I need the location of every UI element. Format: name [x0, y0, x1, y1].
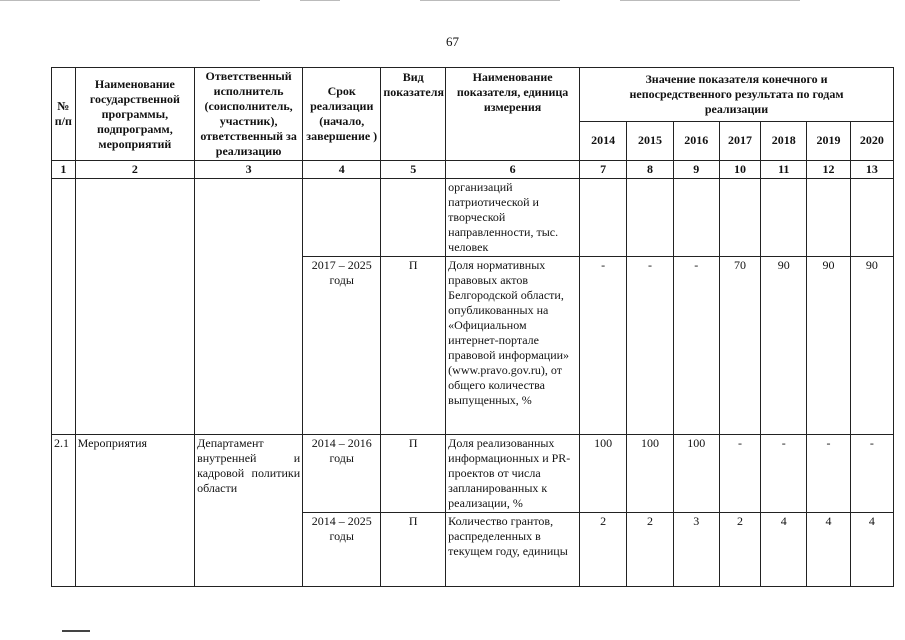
- value-2019: [807, 179, 850, 257]
- value-2015: 100: [627, 435, 673, 513]
- value-2014: 2: [579, 513, 626, 587]
- value-2016: 3: [673, 513, 719, 587]
- value-2019: 90: [807, 257, 850, 435]
- column-number: 5: [381, 161, 446, 179]
- program-name: [75, 179, 194, 435]
- value-2020: 4: [850, 513, 893, 587]
- indicator-name: Количество грантов, распределенных в текущем году, единицы: [446, 513, 580, 587]
- column-number: 2: [75, 161, 194, 179]
- header-year-2015: 2015: [627, 121, 673, 160]
- value-2015: 2: [627, 513, 673, 587]
- header-program-name: Наименование государственной программы, подпрограмм, мероприятий: [75, 68, 194, 161]
- header-year-2019: 2019: [807, 121, 850, 160]
- value-2018: -: [761, 435, 807, 513]
- indicator-name: Доля реализованных информационных и PR-проектов от числа запланированных к реализации, %: [446, 435, 580, 513]
- column-number: 8: [627, 161, 673, 179]
- column-number: 7: [579, 161, 626, 179]
- responsible: [195, 179, 303, 435]
- header-values-group: Значение показателя конечного и непосредственного результата по годам реализации: [579, 68, 893, 122]
- column-number: 6: [446, 161, 580, 179]
- row-number: [52, 179, 76, 435]
- indicator-kind: П: [381, 435, 446, 513]
- program-name: Мероприятия: [75, 435, 194, 587]
- value-2016: -: [673, 257, 719, 435]
- column-number: 12: [807, 161, 850, 179]
- column-number: 4: [303, 161, 381, 179]
- period: 2014 – 2025 годы: [303, 513, 381, 587]
- value-2018: [761, 179, 807, 257]
- indicator-name: Доля нормативных правовых актов Белгородской области, опубликованных на «Официальном интернет-портале правовой информации» (www.pravo.gov.ru), от общего количества выпущенных, %: [446, 257, 580, 435]
- value-2014: [579, 179, 626, 257]
- column-number: 1: [52, 161, 76, 179]
- value-2020: -: [850, 435, 893, 513]
- value-2017: -: [719, 435, 760, 513]
- table-row: [52, 435, 894, 513]
- column-number: 13: [850, 161, 893, 179]
- column-number: 10: [719, 161, 760, 179]
- header-year-2017: 2017: [719, 121, 760, 160]
- value-2020: [850, 179, 893, 257]
- header-year-2016: 2016: [673, 121, 719, 160]
- indicator-kind: П: [381, 513, 446, 587]
- header-year-2018: 2018: [761, 121, 807, 160]
- value-2018: 90: [761, 257, 807, 435]
- header-year-2014: 2014: [579, 121, 626, 160]
- period: 2014 – 2016 годы: [303, 435, 381, 513]
- value-2017: 2: [719, 513, 760, 587]
- value-2019: 4: [807, 513, 850, 587]
- value-2016: [673, 179, 719, 257]
- indicator-kind: П: [381, 257, 446, 435]
- header-responsible: Ответственный исполнитель (соисполнитель, участник), ответственный за реализацию: [195, 68, 303, 161]
- header-year-2020: 2020: [850, 121, 893, 160]
- column-number: 9: [673, 161, 719, 179]
- indicator-kind: [381, 179, 446, 257]
- value-2014: -: [579, 257, 626, 435]
- indicators-table: [51, 67, 894, 587]
- value-2016: 100: [673, 435, 719, 513]
- period: 2017 – 2025 годы: [303, 257, 381, 435]
- column-number: 3: [195, 161, 303, 179]
- column-number: 11: [761, 161, 807, 179]
- row-number: 2.1: [52, 435, 76, 587]
- value-2020: 90: [850, 257, 893, 435]
- header-indicator-kind: Вид показателя: [381, 68, 446, 161]
- page-number: 67: [446, 34, 459, 49]
- scan-mark: [62, 630, 90, 632]
- table-row: [52, 179, 894, 257]
- responsible: Департамент внутренней и кадровой политики области: [195, 435, 303, 587]
- value-2019: -: [807, 435, 850, 513]
- header-num: № п/п: [52, 68, 76, 161]
- indicator-name: организаций патриотической и творческой направленности, тыс. человек: [446, 179, 580, 257]
- header-indicator-name: Наименование показателя, единица измерения: [446, 68, 580, 161]
- value-2017: 70: [719, 257, 760, 435]
- value-2015: -: [627, 257, 673, 435]
- header-period: Срок реализации (начало, завершение ): [303, 68, 381, 161]
- period: [303, 179, 381, 257]
- value-2014: 100: [579, 435, 626, 513]
- value-2017: [719, 179, 760, 257]
- scan-top-edge: [0, 0, 905, 3]
- value-2015: [627, 179, 673, 257]
- value-2018: 4: [761, 513, 807, 587]
